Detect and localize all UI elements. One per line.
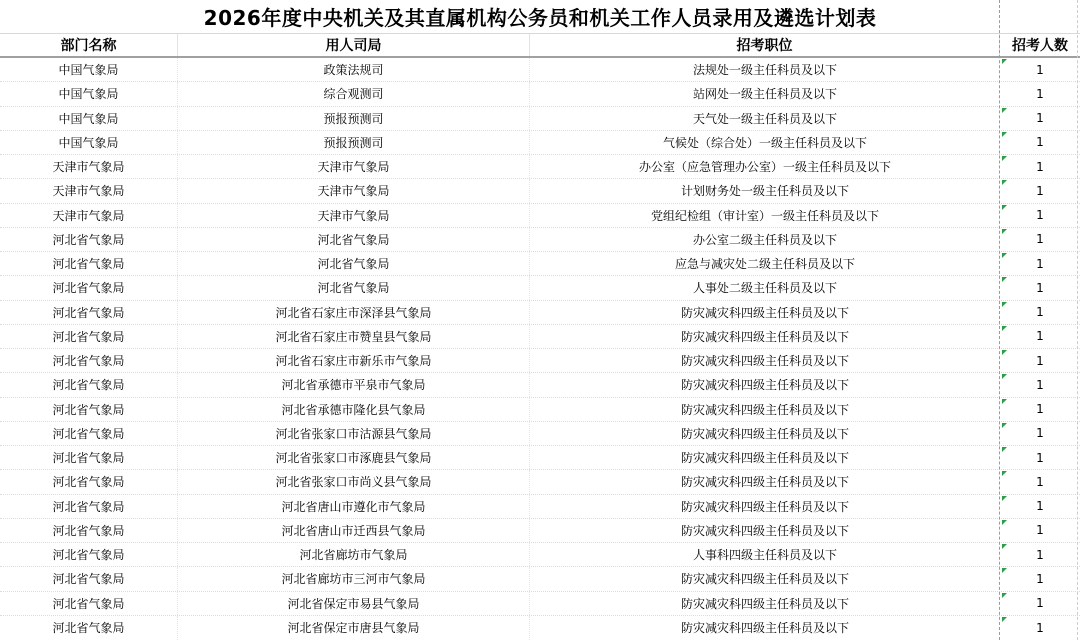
table-row: [0, 82, 1080, 106]
count-value: 1: [1036, 450, 1044, 465]
error-indicator-icon: [1002, 423, 1007, 428]
table-row: [0, 228, 1080, 252]
title-row: [0, 0, 1080, 34]
cell-department[interactable]: 河北省气象局: [0, 470, 178, 493]
cell-count[interactable]: [1000, 58, 1080, 81]
cell-count[interactable]: [1000, 470, 1080, 493]
table-row: [0, 519, 1080, 543]
count-value: 1: [1036, 596, 1044, 611]
cell-department[interactable]: 天津市气象局: [0, 179, 178, 202]
error-indicator-icon: [1002, 229, 1007, 234]
error-indicator-icon: [1002, 544, 1007, 549]
error-indicator-icon: [1002, 471, 1007, 476]
cell-department[interactable]: 河北省气象局: [0, 567, 178, 590]
cell-bureau[interactable]: 河北省承德市隆化县气象局: [178, 398, 530, 421]
cell-count[interactable]: [1000, 446, 1080, 469]
error-indicator-icon: [1002, 520, 1007, 525]
cell-count[interactable]: [1000, 592, 1080, 615]
cell-bureau[interactable]: 河北省承德市平泉市气象局: [178, 373, 530, 396]
cell-position[interactable]: 防灾减灾科四级主任科员及以下: [680, 329, 849, 344]
cell-position[interactable]: 天气处一级主任科员及以下: [692, 111, 837, 126]
table-row: [0, 325, 1080, 349]
count-value: 1: [1036, 159, 1044, 174]
count-value: 1: [1036, 329, 1044, 344]
cell-position[interactable]: 办公室二级主任科员及以下: [692, 232, 837, 247]
cell-department[interactable]: 中国气象局: [0, 131, 178, 154]
count-value: 1: [1036, 547, 1044, 562]
cell-count[interactable]: [1000, 567, 1080, 590]
cell-bureau[interactable]: 河北省气象局: [178, 252, 530, 275]
error-indicator-icon: [1002, 326, 1007, 331]
cell-count[interactable]: [1000, 155, 1080, 178]
cell-count[interactable]: [1000, 276, 1080, 299]
table-row: [0, 495, 1080, 519]
cell-position[interactable]: 站网处一级主任科员及以下: [692, 87, 837, 102]
cell-position[interactable]: 党组纪检组（审计室）一级主任科员及以下: [650, 208, 879, 223]
cell-department[interactable]: 天津市气象局: [0, 155, 178, 178]
cell-position[interactable]: 防灾减灾科四级主任科员及以下: [680, 621, 849, 636]
cell-department[interactable]: 河北省气象局: [0, 349, 178, 372]
count-value: 1: [1036, 305, 1044, 320]
cell-department[interactable]: 河北省气象局: [0, 422, 178, 445]
cell-bureau[interactable]: 河北省石家庄市赞皇县气象局: [178, 325, 530, 348]
table-row: [0, 543, 1080, 567]
count-value: 1: [1036, 474, 1044, 489]
table-row: [0, 592, 1080, 616]
cell-position[interactable]: 防灾减灾科四级主任科员及以下: [680, 426, 849, 441]
table-row: [0, 616, 1080, 640]
count-value: 1: [1036, 523, 1044, 538]
cell-position[interactable]: 防灾减灾科四级主任科员及以下: [680, 354, 849, 369]
count-value: 1: [1036, 499, 1044, 514]
cell-bureau[interactable]: 河北省保定市易县气象局: [178, 592, 530, 615]
cell-bureau[interactable]: 河北省保定市唐县气象局: [178, 616, 530, 640]
cell-bureau[interactable]: 天津市气象局: [178, 155, 530, 178]
table-row: [0, 155, 1080, 179]
error-indicator-icon: [1002, 568, 1007, 573]
cell-position[interactable]: 防灾减灾科四级主任科员及以下: [680, 451, 849, 466]
cell-bureau[interactable]: 河北省唐山市迁西县气象局: [178, 519, 530, 542]
cell-department[interactable]: 河北省气象局: [0, 301, 178, 324]
error-indicator-icon: [1002, 205, 1007, 210]
cell-position[interactable]: 计划财务处一级主任科员及以下: [680, 184, 849, 199]
count-value: 1: [1036, 402, 1044, 417]
cell-position[interactable]: 办公室（应急管理办公室）一级主任科员及以下: [638, 160, 891, 175]
table-row: [0, 252, 1080, 276]
table-row: [0, 107, 1080, 131]
cell-bureau[interactable]: 河北省廊坊市三河市气象局: [178, 567, 530, 590]
error-indicator-icon: [1002, 108, 1007, 113]
cell-bureau[interactable]: 预报预测司: [178, 131, 530, 154]
error-indicator-icon: [1002, 496, 1007, 501]
cell-department[interactable]: 河北省气象局: [0, 252, 178, 275]
cell-department[interactable]: 河北省气象局: [0, 446, 178, 469]
cell-position[interactable]: 防灾减灾科四级主任科员及以下: [680, 499, 849, 514]
table-body: [0, 58, 1080, 640]
cell-bureau[interactable]: 预报预测司: [178, 107, 530, 130]
error-indicator-icon: [1002, 132, 1007, 137]
table-row: [0, 349, 1080, 373]
cell-bureau[interactable]: 天津市气象局: [178, 179, 530, 202]
table-row: [0, 204, 1080, 228]
cell-count[interactable]: [1000, 616, 1080, 640]
error-indicator-icon: [1002, 399, 1007, 404]
cell-department[interactable]: 河北省气象局: [0, 398, 178, 421]
table-row: [0, 58, 1080, 82]
cell-count[interactable]: [1000, 228, 1080, 251]
header-position[interactable]: 招考职位: [530, 34, 1000, 56]
cell-count[interactable]: [1000, 373, 1080, 396]
cell-department[interactable]: 河北省气象局: [0, 616, 178, 640]
cell-position[interactable]: 防灾减灾科四级主任科员及以下: [680, 378, 849, 393]
cell-bureau[interactable]: 河北省张家口市沽源县气象局: [178, 422, 530, 445]
cell-department[interactable]: 河北省气象局: [0, 543, 178, 566]
count-value: 1: [1036, 183, 1044, 198]
cell-position[interactable]: 应急与减灾处二级主任科员及以下: [674, 257, 855, 272]
cell-bureau[interactable]: 河北省石家庄市深泽县气象局: [178, 301, 530, 324]
sheet-title[interactable]: 2026年度中央机关及其直属机构公务员和机关工作人员录用及遴选计划表: [203, 6, 877, 30]
cell-bureau[interactable]: 河北省张家口市涿鹿县气象局: [178, 446, 530, 469]
cell-position[interactable]: 人事处二级主任科员及以下: [692, 281, 837, 296]
table-row: [0, 470, 1080, 494]
error-indicator-icon: [1002, 350, 1007, 355]
cell-count[interactable]: [1000, 349, 1080, 372]
cell-bureau[interactable]: 河北省石家庄市新乐市气象局: [178, 349, 530, 372]
table-row: [0, 398, 1080, 422]
cell-bureau[interactable]: 河北省气象局: [178, 276, 530, 299]
cell-bureau[interactable]: 政策法规司: [178, 58, 530, 81]
table-row: [0, 373, 1080, 397]
table-row: [0, 131, 1080, 155]
count-value: 1: [1036, 135, 1044, 150]
cell-department[interactable]: 天津市气象局: [0, 204, 178, 227]
error-indicator-icon: [1002, 374, 1007, 379]
error-indicator-icon: [1002, 447, 1007, 452]
count-value: 1: [1036, 232, 1044, 247]
cell-department[interactable]: 河北省气象局: [0, 373, 178, 396]
error-indicator-icon: [1002, 156, 1007, 161]
cell-count[interactable]: [1000, 107, 1080, 130]
count-value: 1: [1036, 426, 1044, 441]
cell-position[interactable]: 气候处（综合处）一级主任科员及以下: [662, 135, 867, 150]
table-row: [0, 567, 1080, 591]
count-value: 1: [1036, 256, 1044, 271]
cell-count[interactable]: [1000, 252, 1080, 275]
cell-department[interactable]: 河北省气象局: [0, 495, 178, 518]
cell-position[interactable]: 防灾减灾科四级主任科员及以下: [680, 523, 849, 538]
table-row: [0, 446, 1080, 470]
cell-position[interactable]: 防灾减灾科四级主任科员及以下: [680, 572, 849, 587]
error-indicator-icon: [1002, 277, 1007, 282]
header-bureau[interactable]: 用人司局: [178, 34, 530, 56]
cell-department[interactable]: 河北省气象局: [0, 592, 178, 615]
table-row: [0, 276, 1080, 300]
cell-position[interactable]: 法规处一级主任科员及以下: [692, 63, 837, 78]
header-count[interactable]: 招考人数: [1012, 38, 1068, 54]
cell-count[interactable]: [1000, 82, 1080, 105]
cell-count[interactable]: [1000, 325, 1080, 348]
cell-position[interactable]: 防灾减灾科四级主任科员及以下: [680, 596, 849, 611]
cell-department[interactable]: 中国气象局: [0, 58, 178, 81]
count-value: 1: [1036, 620, 1044, 635]
cell-count[interactable]: [1000, 204, 1080, 227]
table-header-row: [0, 34, 1080, 58]
error-indicator-icon: [1002, 253, 1007, 258]
cell-position[interactable]: 人事科四级主任科员及以下: [692, 548, 837, 563]
cell-bureau[interactable]: 天津市气象局: [178, 204, 530, 227]
cell-department[interactable]: 河北省气象局: [0, 519, 178, 542]
cell-count[interactable]: [1000, 179, 1080, 202]
error-indicator-icon: [1002, 59, 1007, 64]
error-indicator-icon: [1002, 617, 1007, 622]
cell-department[interactable]: 河北省气象局: [0, 228, 178, 251]
cell-count[interactable]: [1000, 301, 1080, 324]
cell-count[interactable]: [1000, 422, 1080, 445]
error-indicator-icon: [1002, 180, 1007, 185]
cell-count[interactable]: [1000, 495, 1080, 518]
cell-position[interactable]: 防灾减灾科四级主任科员及以下: [680, 305, 849, 320]
cell-bureau[interactable]: 河北省张家口市尚义县气象局: [178, 470, 530, 493]
cell-department[interactable]: 中国气象局: [0, 107, 178, 130]
table-row: [0, 179, 1080, 203]
cell-bureau[interactable]: 河北省廊坊市气象局: [178, 543, 530, 566]
cell-count[interactable]: [1000, 543, 1080, 566]
error-indicator-icon: [1002, 593, 1007, 598]
count-value: 1: [1036, 280, 1044, 295]
table-row: [0, 422, 1080, 446]
count-value: 1: [1036, 377, 1044, 392]
count-value: 1: [1036, 86, 1044, 101]
table-row: [0, 301, 1080, 325]
cell-bureau[interactable]: 综合观测司: [178, 82, 530, 105]
cell-count[interactable]: [1000, 131, 1080, 154]
count-value: 1: [1036, 111, 1044, 126]
header-department[interactable]: 部门名称: [0, 34, 178, 56]
cell-department[interactable]: 中国气象局: [0, 82, 178, 105]
error-indicator-icon: [1002, 302, 1007, 307]
cell-count[interactable]: [1000, 519, 1080, 542]
count-value: 1: [1036, 353, 1044, 368]
cell-bureau[interactable]: 河北省唐山市遵化市气象局: [178, 495, 530, 518]
cell-department[interactable]: 河北省气象局: [0, 325, 178, 348]
cell-position[interactable]: 防灾减灾科四级主任科员及以下: [680, 402, 849, 417]
cell-position[interactable]: 防灾减灾科四级主任科员及以下: [680, 475, 849, 490]
count-value: 1: [1036, 62, 1044, 77]
cell-department[interactable]: 河北省气象局: [0, 276, 178, 299]
count-value: 1: [1036, 208, 1044, 223]
cell-bureau[interactable]: 河北省气象局: [178, 228, 530, 251]
count-value: 1: [1036, 571, 1044, 586]
cell-count[interactable]: [1000, 398, 1080, 421]
